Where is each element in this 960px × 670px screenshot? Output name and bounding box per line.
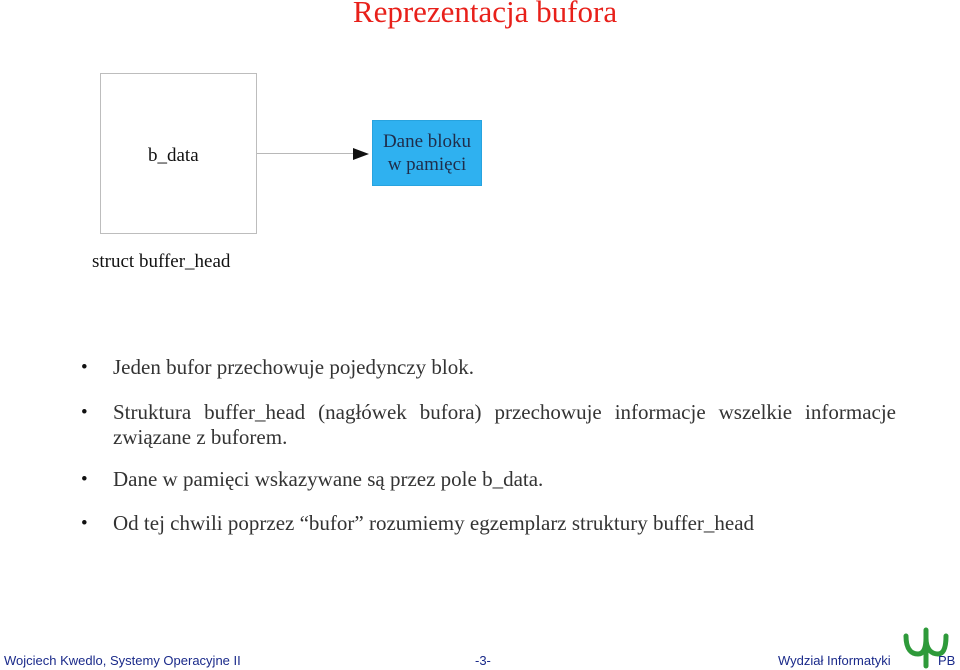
data-box-line-2: w pamięci — [387, 154, 467, 175]
struct-caption: struct buffer_head — [92, 251, 231, 272]
bullet-text: Struktura buffer_head (nagłówek bufora) przechowuje informacje wszelkie informacje związane z buforem. — [113, 400, 896, 449]
bullet-list — [80, 355, 896, 536]
data-box-line-1: Dane bloku — [382, 131, 472, 152]
bullet-icon: • — [81, 469, 88, 490]
bullet-item — [80, 511, 896, 536]
pointer-arrow-line — [257, 153, 357, 154]
bullet-item — [80, 467, 896, 492]
pointer-arrow-head-icon — [353, 148, 369, 160]
footer — [0, 650, 960, 670]
bullet-item — [80, 355, 896, 380]
data-block-box — [372, 120, 482, 186]
footer-author-course: Wojciech Kwedlo, Systemy Operacyjne II — [4, 653, 241, 668]
footer-page-number: -3- — [475, 653, 491, 668]
bullet-item — [80, 400, 896, 450]
slide-title: Reprezentacja bufora — [352, 0, 618, 29]
logo-pb-text: PB — [938, 653, 956, 668]
bullet-text: Dane w pamięci wskazywane są przez pole b_data. — [113, 467, 544, 491]
bullet-icon: • — [81, 513, 88, 534]
bullet-icon: • — [81, 357, 88, 378]
bullet-text: Jeden bufor przechowuje pojedynczy blok. — [113, 355, 474, 379]
bullet-text: Od tej chwili poprzez “bufor” rozumiemy egzemplarz struktury buffer_head — [113, 511, 755, 535]
field-label-b-data: b_data — [148, 145, 199, 166]
footer-faculty: Wydział Informatyki — [778, 653, 891, 668]
bullet-icon: • — [81, 402, 88, 423]
